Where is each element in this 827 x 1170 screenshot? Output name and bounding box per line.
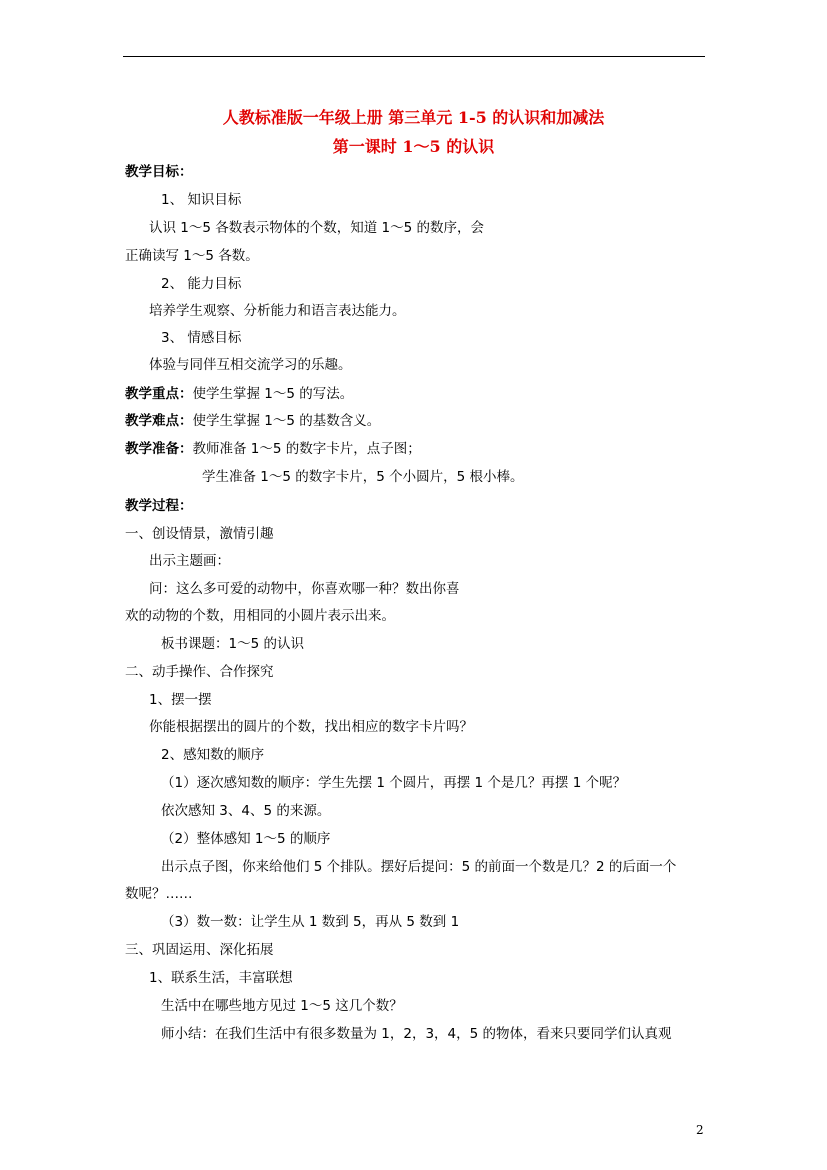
section2-item2-2-text-2: 数呢？……: [125, 886, 193, 902]
focus-row: [125, 386, 353, 402]
emotion-text: 体验与同伴互相交流学习的乐趣。: [149, 357, 352, 373]
section1-question-1: 问：这么多可爱的动物中，你喜欢哪一种？数出你喜: [149, 581, 460, 597]
page-number: 2: [696, 1123, 704, 1137]
section2-item2-1: （1）逐次感知数的顺序：学生先摆 1 个圆片，再摆 1 个是几？再摆 1 个呢？: [161, 775, 627, 791]
section3-heading: 三、巩固运用、深化拓展: [125, 942, 274, 958]
section1-board: 板书课题：1～5 的认识: [161, 636, 304, 652]
objectives-heading: 教学目标：: [125, 164, 193, 180]
document-title: 人教标准版一年级上册 第三单元 1-5 的认识和加减法: [222, 108, 605, 127]
section2-item2-2: （2）整体感知 1～5 的顺序: [161, 831, 331, 847]
section3-item1-question: 生活中在哪些地方见过 1～5 这几个数？: [161, 998, 403, 1014]
prep-teacher: 教师准备 1～5 的数字卡片，点子图；: [192, 441, 421, 457]
section1-show: 出示主题画：: [149, 553, 230, 569]
difficulty-text: 使学生掌握 1～5 的基数含义。: [192, 413, 381, 429]
section2-item2-2-text-1: 出示点子图，你来给他们 5 个排队。摆好后提问：5 的前面一个数是几？2 的后面一个: [161, 859, 677, 875]
section1-heading: 一、创设情景，激情引趣: [125, 526, 274, 542]
focus-label: 教学重点：: [125, 386, 193, 402]
section3-item1-summary: 师小结：在我们生活中有很多数量为 1，2，3，4，5 的物体，看来只要同学们认真观: [161, 1026, 672, 1042]
prep-label: 教学准备：: [125, 441, 193, 457]
section3-item1: 1、联系生活，丰富联想: [149, 970, 293, 986]
process-heading: 教学过程：: [125, 498, 193, 514]
knowledge-text-2: 正确读写 1～5 各数。: [125, 248, 259, 264]
header-rule: [123, 56, 705, 57]
section2-heading: 二、动手操作、合作探究: [125, 664, 274, 680]
difficulty-label: 教学难点：: [125, 413, 193, 429]
focus-text: 使学生掌握 1～5 的写法。: [192, 386, 354, 402]
section2-item1-text: 你能根据摆出的圆片的个数，找出相应的数字卡片吗？: [149, 719, 473, 735]
prep-student: 学生准备 1～5 的数字卡片，5 个小圆片，5 根小棒。: [202, 469, 524, 485]
section2-item1: 1、摆一摆: [149, 692, 212, 708]
prep-row: [125, 441, 421, 457]
section2-item2-3: （3）数一数：让学生从 1 数到 5，再从 5 数到 1: [161, 914, 460, 930]
section2-item2: 2、感知数的顺序: [161, 747, 265, 763]
knowledge-text-1: 认识 1～5 各数表示物体的个数，知道 1～5 的数序，会: [149, 220, 485, 236]
difficulty-row: [125, 413, 380, 429]
section1-question-2: 欢的动物的个数，用相同的小圆片表示出来。: [125, 608, 395, 624]
lesson-title: 第一课时 1～5 的认识: [332, 137, 495, 156]
ability-heading: 2、 能力目标: [161, 276, 242, 292]
section2-item2-1b: 依次感知 3、4、5 的来源。: [161, 803, 331, 819]
ability-text: 培养学生观察、分析能力和语言表达能力。: [149, 303, 406, 319]
emotion-heading: 3、 情感目标: [161, 330, 242, 346]
knowledge-heading: 1、 知识目标: [161, 192, 242, 208]
